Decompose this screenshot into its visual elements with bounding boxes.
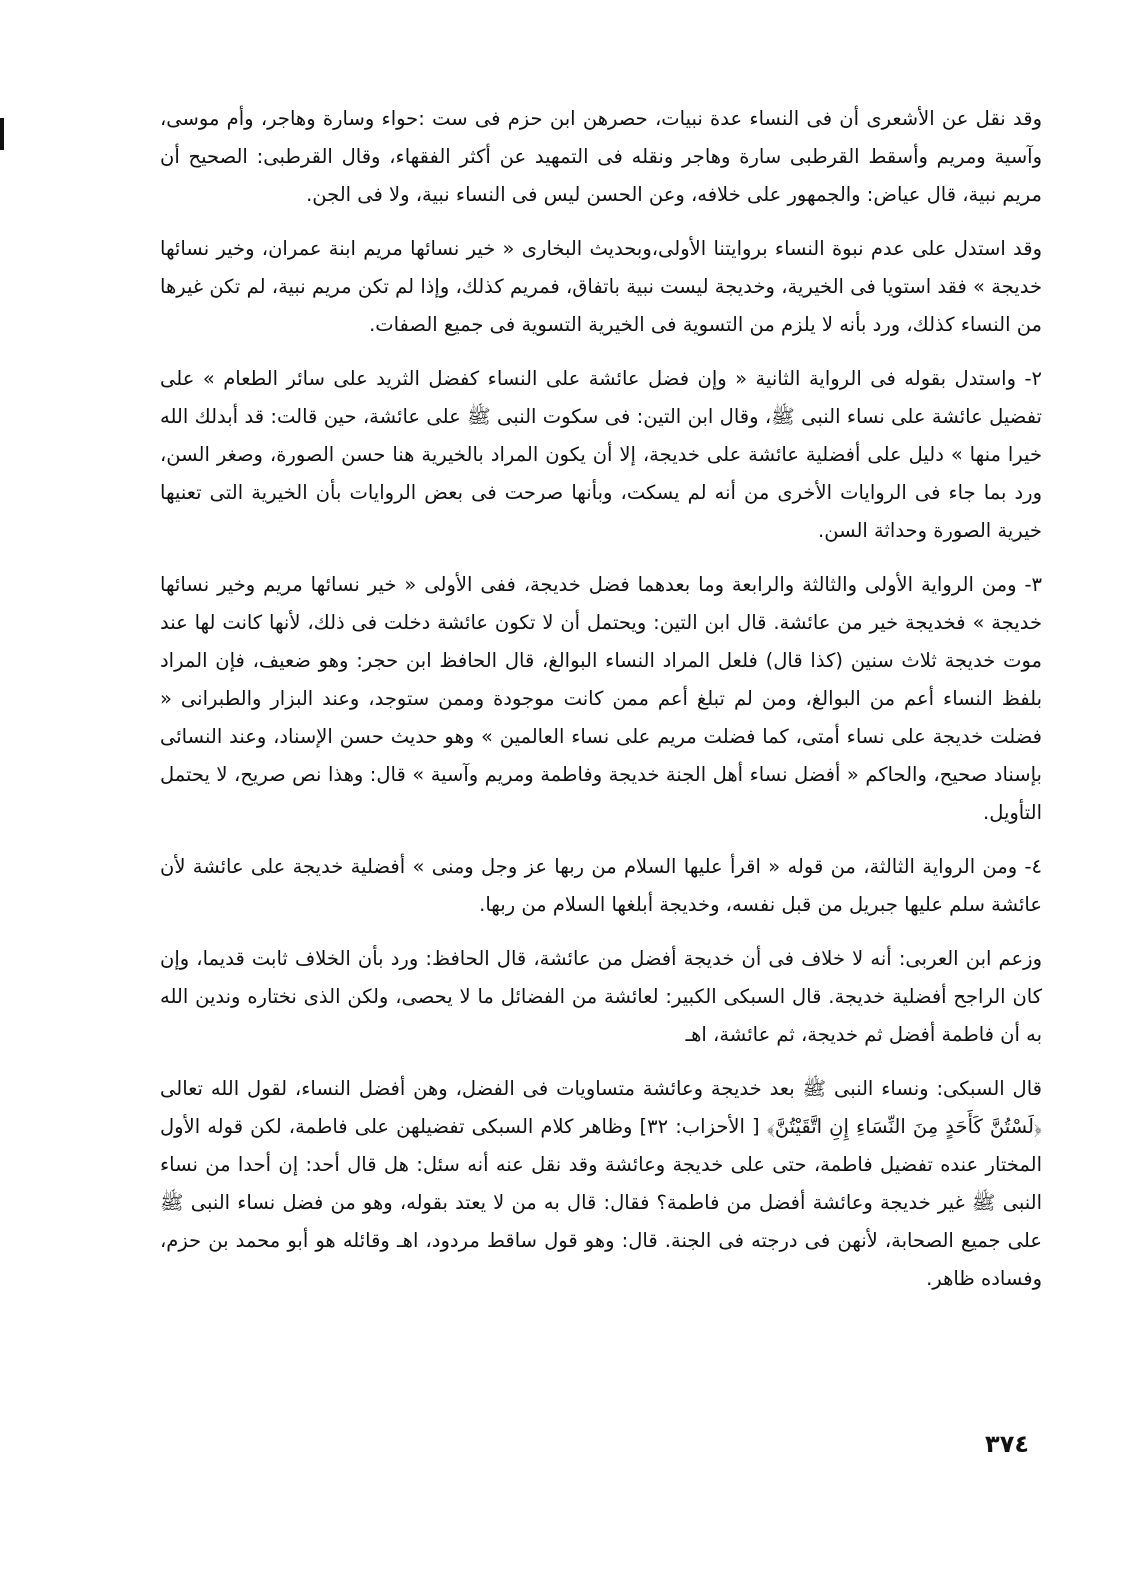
paragraph-2: وقد استدل على عدم نبوة النساء بروايتنا الأولى،وبحديث البخارى « خير نسائها مريم ابنة عمران، وخير نسائها خديجة » فقد استويا فى الخيرية، وخديجة ليست نبية باتفاق، فمريم كذلك، وإذا لم تكن مريم نبية، لم تكن غيرها من النساء كذلك، ورد بأنه لا يلزم من التسوية فى الخيرية التسوية فى جميع الصفات. — [160, 237, 1042, 336]
numbered-item-3 — [160, 566, 1042, 832]
paragraph-3: وزعم ابن العربى: أنه لا خلاف فى أن خديجة أفضل من عائشة، قال الحافظ: ورد بأن الخلاف ثابت قديما، وإن كان الراجح أفضلية خديجة. قال السبكى الكبير: لعائشة من الفضائل ما لا يحصى، ولكن الذى نختاره وندين الله به أن فاطمة أفضل ثم خديجة، ثم عائشة، اهـ — [160, 947, 1042, 1046]
numbered-item-2 — [160, 360, 1042, 550]
item-number: ٣- — [1024, 573, 1042, 596]
item-number: ٢- — [1024, 367, 1043, 390]
page-text — [160, 100, 1042, 1314]
item-number: ٤- — [1024, 855, 1042, 878]
page-number: ٣٧٤ — [985, 1430, 1029, 1458]
item-text: ومن الرواية الثالثة، من قوله « اقرأ عليها السلام من ربها عز وجل ومنى » أفضلية خديجة على عائشة لأن عائشة سلم عليها جبريل من قبل نفسه، وخديجة أبلغها السلام من ربها. — [160, 855, 1042, 916]
paragraph-1: وقد نقل عن الأشعرى أن فى النساء عدة نبيات، حصرهن ابن حزم فى ست :حواء وسارة وهاجر، وأم موسى، وآسية ومريم وأسقط القرطبى سارة وهاجر ونقله فى التمهيد عن أكثر الفقهاء، وقال القرطبى: الصحيح أن مريم نبية، قال عياض: والجمهور على خلافه، وعن الحسن ليس فى النساء نبية، ولا فى الجن. — [160, 107, 1042, 206]
paragraph-4: قال السبكى: ونساء النبى ﷺ بعد خديجة وعائشة متساويات فى الفضل، وهن أفضل النساء، لقول الله تعالى ﴿لَسْتُنَّ كَأَحَدٍ مِنَ النِّسَاءِ إِنِ اتَّقَيْتُنَّ﴾ [ الأحزاب: ٣٢] وظاهر كلام السبكى تفضيلهن على فاطمة، لكن قوله الأول المختار عنده تفضيل فاطمة، حتى على خديجة وعائشة وقد نقل عنه أنه سئل: هل قال أحد: إن أحدا من نساء النبى ﷺ غير خديجة وعائشة أفضل من فاطمة؟ فقال: قال به من لا يعتد بقوله، وهو من فضل نساء النبى ﷺ على جميع الصحابة، لأنهن فى درجته فى الجنة. قال: وهو قول ساقط مردود، اهـ وقائله هو أبو محمد بن حزم، وفساده ظاهر. — [160, 1077, 1042, 1290]
numbered-item-4 — [160, 848, 1042, 924]
item-text: واستدل بقوله فى الرواية الثانية « وإن فضل عائشة على النساء كفضل الثريد على سائر الطعام » على تفضيل عائشة على نساء النبى ﷺ، وقال ابن التين: فى سكوت النبى ﷺ على عائشة، حين قالت: قد أبدلك الله خيرا منها » دليل على أفضلية عائشة على خديجة، إلا أن يكون المراد بالخيرية هنا حسن الصورة، وصغر السن، ورد بما جاء فى الروايات الأخرى من أنه لم يسكت، وبأنها صرحت فى بعض الروايات بأن الخيرية التى تعنيها خيرية الصورة وحداثة السن. — [160, 367, 1042, 542]
item-text: ومن الرواية الأولى والثالثة والرابعة وما بعدهما فضل خديجة، ففى الأولى « خير نسائها مريم وخير نسائها خديجة » فخديجة خير من عائشة. قال ابن التين: ويحتمل أن لا تكون عائشة دخلت فى ذلك، لأنها كانت لها عند موت خديجة ثلاث سنين (كذا قال) فلعل المراد النساء البوالغ، قال الحافظ ابن حجر: وهو ضعيف، فإن المراد بلفظ النساء أعم من البوالغ، ومن لم تبلغ أعم ممن كانت موجودة وممن ستوجد، وعند البزار والطبرانى « فضلت خديجة على نساء أمتى، كما فضلت مريم على نساء العالمين » وهو حديث حسن الإسناد، وعند النسائى بإسناد صحيح، والحاكم « أفضل نساء أهل الجنة خديجة وفاطمة ومريم وآسية » قال: وهذا نص صريح، لا يحتمل التأويل. — [160, 573, 1042, 824]
margin-mark — [0, 118, 4, 150]
